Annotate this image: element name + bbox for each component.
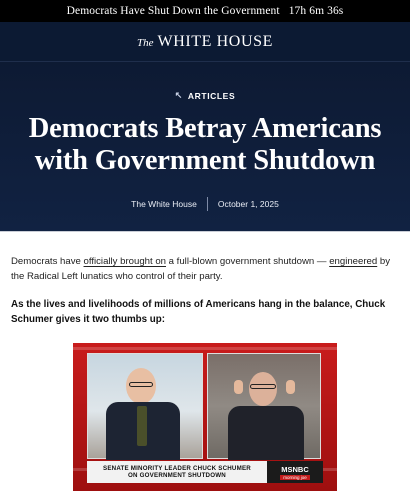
chyron-line-1: SENATE MINORITY LEADER CHUCK SCHUMER xyxy=(103,464,251,472)
embedded-video-still[interactable] xyxy=(73,343,337,491)
show-name: morning joe xyxy=(280,475,310,480)
chyron-line-2: ON GOVERNMENT SHUTDOWN xyxy=(128,472,226,479)
guest-suit xyxy=(228,406,304,460)
thumbs-up-icon xyxy=(234,380,243,394)
article-body xyxy=(0,232,410,491)
link-officially-brought-on[interactable]: officially brought on xyxy=(83,256,167,267)
chyron-caption xyxy=(87,465,267,480)
article-hero xyxy=(0,62,410,232)
left-video-panel xyxy=(87,353,203,459)
thumbs-up-icon xyxy=(286,380,295,394)
paragraph-intro xyxy=(11,254,399,284)
ticker-text: Democrats Have Shut Down the Government xyxy=(66,5,280,17)
author: The White House xyxy=(131,199,197,209)
network-logo xyxy=(267,461,323,483)
ticker-countdown: 17h 6m 36s xyxy=(288,5,344,17)
paragraph-schumer: As the lives and livelihoods of millions of Americans hang in the balance, Chuck Schumer gives it two thumbs up: xyxy=(11,299,386,325)
meta-divider xyxy=(207,197,208,211)
masthead xyxy=(0,22,410,62)
logo-main: WHITE HOUSE xyxy=(157,32,273,50)
guest-head xyxy=(249,372,277,406)
chyron xyxy=(87,461,323,483)
text-run: by the Radical Left lunatics who control of their party. xyxy=(11,256,391,282)
article-meta xyxy=(131,197,279,211)
glasses-icon xyxy=(250,384,276,389)
page-title xyxy=(29,113,382,177)
network-name: MSNBC xyxy=(281,464,309,474)
shutdown-ticker xyxy=(0,0,410,22)
white-house-logo[interactable] xyxy=(137,33,273,51)
glasses-icon xyxy=(129,382,153,387)
background-stripe xyxy=(73,347,337,350)
publish-date: October 1, 2025 xyxy=(217,199,279,209)
host-tie xyxy=(137,406,147,446)
link-engineered[interactable]: engineered xyxy=(329,256,378,267)
arrow-up-left-icon: ↖ xyxy=(174,90,183,100)
text-run: Democrats have xyxy=(11,256,84,267)
right-video-panel xyxy=(207,353,321,459)
headline-line-1: Democrats Betray Americans xyxy=(28,113,382,144)
breadcrumb-label: ARTICLES xyxy=(187,90,236,101)
logo-prefix: The xyxy=(137,36,154,49)
text-run: a full-blown government shutdown — xyxy=(166,256,330,267)
breadcrumb[interactable] xyxy=(175,90,235,101)
headline-line-2: with Government Shutdown xyxy=(34,145,376,176)
